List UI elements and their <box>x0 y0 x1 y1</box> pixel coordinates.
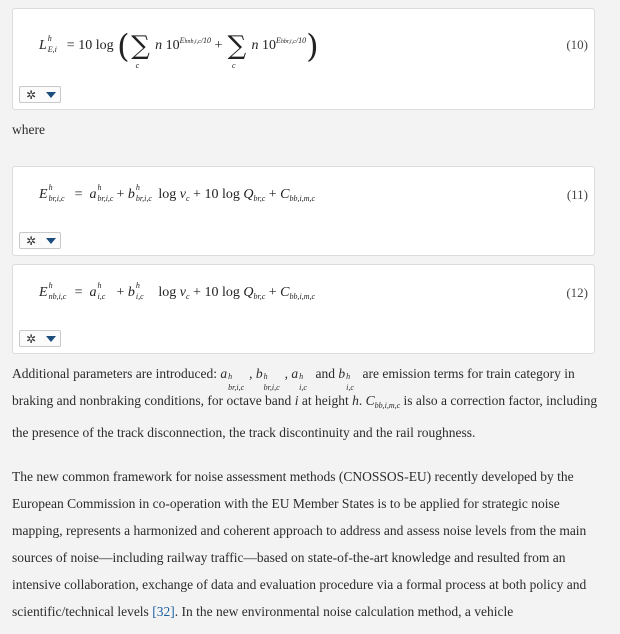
equation-menu-button[interactable] <box>19 232 61 249</box>
where-text: where <box>12 122 45 137</box>
equation-number: (11) <box>566 187 588 202</box>
math-c-bb: $C_{bb,i,m,c}$ <box>365 393 401 410</box>
equation-number: (10) <box>566 37 588 52</box>
math-b-br: b h br,i,c <box>255 366 280 392</box>
equation-number: (12) <box>566 285 588 300</box>
math-a-br: a h br,i,c <box>220 366 245 392</box>
equation-12: E h nb,i,c = a h i,c + b h i,c $\log v_c + 10$ $\log Q_{br,c} + C_{bb,i,m,c}$ <box>39 280 316 301</box>
gear-icon: ✲ <box>26 331 37 346</box>
gear-icon: ✲ <box>26 233 37 248</box>
math-h: h <box>352 393 359 408</box>
math-i: i <box>294 393 299 408</box>
equation-menu-button[interactable] <box>19 330 61 347</box>
equation-12-box <box>12 264 595 354</box>
caret-down-icon <box>46 238 56 244</box>
height-text: at height <box>301 393 349 408</box>
caret-down-icon <box>46 92 56 98</box>
equation-11: E h br,i,c = a h br,i,c + b h br,i,c $\log v_c + 10$ $\log Q_{br,c} + C_{bb,i,m,c}$ <box>39 182 316 203</box>
reference-link[interactable]: [32] <box>152 604 175 619</box>
equation-menu-button[interactable] <box>19 86 61 103</box>
and-text: and <box>315 366 336 381</box>
equation-10-box <box>12 8 595 110</box>
paragraph-cnossos <box>12 463 602 625</box>
math-b-ic: b h i,c <box>338 366 354 392</box>
caret-down-icon <box>46 336 56 342</box>
paragraph-parameters: Additional parameters are introduced: a h br,i,c , b h br,i,c , a h i,c and b h i,c are emission terms for train category in braking and nonbraking conditions, for octave band i at height h. $C_{bb,i,m,c}$ is also a correction factor, including the presence of the track disconnection, the track discontinuity and the rail roughness. <box>12 366 598 440</box>
paragraph-correction: is also a correction factor, including the presence of the track disconnection, the track discontinuity and the rail roughness. <box>12 393 598 440</box>
paragraph-mid: are emission terms for train category in braking and nonbraking conditions, for octave band <box>12 366 575 408</box>
paragraph-body: The new common framework for noise assessment methods (CNOSSOS-EU) recently developed by the European Commission in co-operation with the EU Member States is to be applied for strategic noise mapping, represents a harmonized and coherent approach to address and assess noise levels from the main sources of noise—including railway traffic—based on state-of-the-art knowledge and resulted from an intensive collaboration, exchange of data and evaluation procedure via a formal process at both policy and scientific/technical levels <box>12 469 587 619</box>
equation-10: L h E,i = 10 log (∑ c n $10^{Ehnb,i,c/10}$ + ∑ c n $10^{Ehbr,i,c/10}$) <box>39 27 319 70</box>
gear-icon: ✲ <box>26 87 37 102</box>
math-a-ic: a h i,c <box>291 366 307 392</box>
paragraph-tail: . In the new environmental noise calculation method, a vehicle <box>174 604 514 619</box>
equation-11-box <box>12 166 595 256</box>
paragraph-intro: Additional parameters are introduced: <box>12 366 218 381</box>
